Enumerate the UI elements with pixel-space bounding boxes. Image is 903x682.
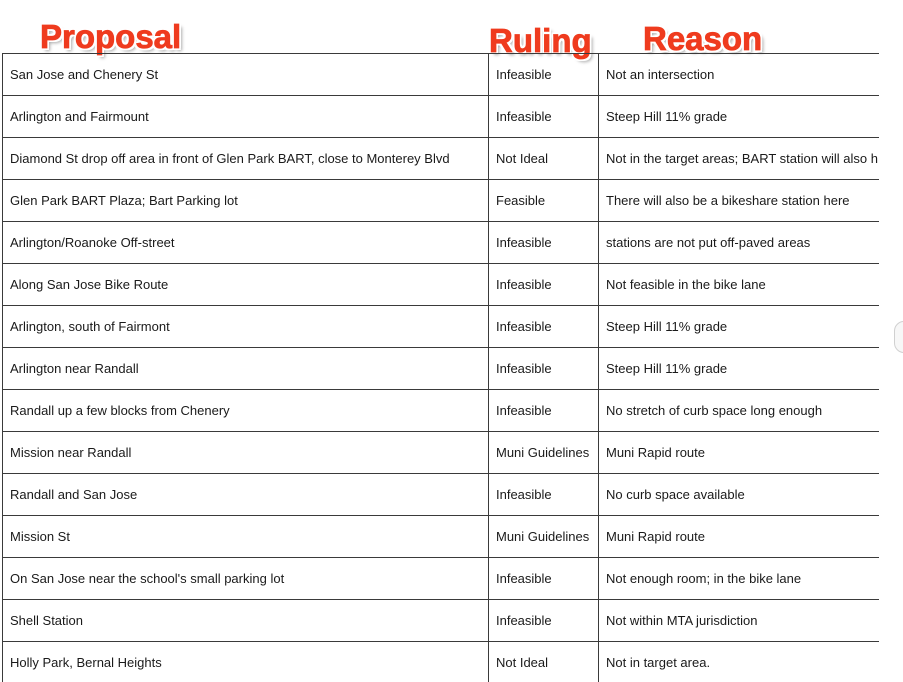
ruling-cell: Infeasible [489,264,599,306]
table-row [3,54,880,96]
reason-cell: Steep Hill 11% grade [599,96,880,138]
table-row [3,642,880,682]
table-row [3,516,880,558]
reason-cell: Steep Hill 11% grade [599,306,880,348]
table-row [3,264,880,306]
scroll-handle[interactable] [894,321,903,353]
table-row [3,138,880,180]
column-titles [0,0,903,59]
reason-cell: Not an intersection [599,54,880,96]
reason-cell: Steep Hill 11% grade [599,348,880,390]
proposal-cell: Arlington and Fairmount [3,96,489,138]
reason-cell: Not in the target areas; BART station will also h [599,138,880,180]
ruling-cell: Infeasible [489,96,599,138]
reason-cell: Not enough room; in the bike lane [599,558,880,600]
ruling-cell: Infeasible [489,54,599,96]
proposal-cell: Holly Park, Bernal Heights [3,642,489,682]
table-row [3,348,880,390]
ruling-cell: Not Ideal [489,642,599,682]
proposal-cell: Diamond St drop off area in front of Glen Park BART, close to Monterey Blvd [3,138,489,180]
reason-column-title: Reason [643,20,763,57]
proposal-cell: Glen Park BART Plaza; Bart Parking lot [3,180,489,222]
table-row [3,222,880,264]
proposal-cell: Mission St [3,516,489,558]
proposal-column-title: Proposal [40,18,182,55]
reason-cell: Not feasible in the bike lane [599,264,880,306]
reason-cell: No stretch of curb space long enough [599,390,880,432]
ruling-cell: Not Ideal [489,138,599,180]
ruling-cell: Infeasible [489,600,599,642]
proposal-cell: Arlington, south of Fairmont [3,306,489,348]
ruling-cell: Infeasible [489,348,599,390]
proposal-cell: San Jose and Chenery St [3,54,489,96]
proposal-cell: On San Jose near the school's small parking lot [3,558,489,600]
proposal-cell: Arlington near Randall [3,348,489,390]
proposal-cell: Mission near Randall [3,432,489,474]
table-row [3,306,880,348]
ruling-cell: Infeasible [489,558,599,600]
ruling-cell: Infeasible [489,222,599,264]
reason-cell: stations are not put off-paved areas [599,222,880,264]
table-row [3,558,880,600]
table-row [3,474,880,516]
reason-cell: There will also be a bikeshare station here [599,180,880,222]
proposals-table-container [2,53,879,682]
ruling-cell: Muni Guidelines [489,432,599,474]
proposal-cell: Randall and San Jose [3,474,489,516]
reason-cell: Muni Rapid route [599,432,880,474]
table-row [3,390,880,432]
ruling-column-title: Ruling [489,22,592,59]
table-row [3,180,880,222]
table-row [3,432,880,474]
table-body [3,54,880,682]
reason-cell: No curb space available [599,474,880,516]
proposals-table [2,53,879,682]
reason-cell: Not within MTA jurisdiction [599,600,880,642]
reason-cell: Muni Rapid route [599,516,880,558]
proposal-cell: Along San Jose Bike Route [3,264,489,306]
proposal-cell: Randall up a few blocks from Chenery [3,390,489,432]
table-row [3,96,880,138]
table-row [3,600,880,642]
ruling-cell: Feasible [489,180,599,222]
proposal-cell: Arlington/Roanoke Off-street [3,222,489,264]
ruling-cell: Infeasible [489,306,599,348]
ruling-cell: Infeasible [489,474,599,516]
reason-cell: Not in target area. [599,642,880,682]
proposal-cell: Shell Station [3,600,489,642]
ruling-cell: Infeasible [489,390,599,432]
ruling-cell: Muni Guidelines [489,516,599,558]
